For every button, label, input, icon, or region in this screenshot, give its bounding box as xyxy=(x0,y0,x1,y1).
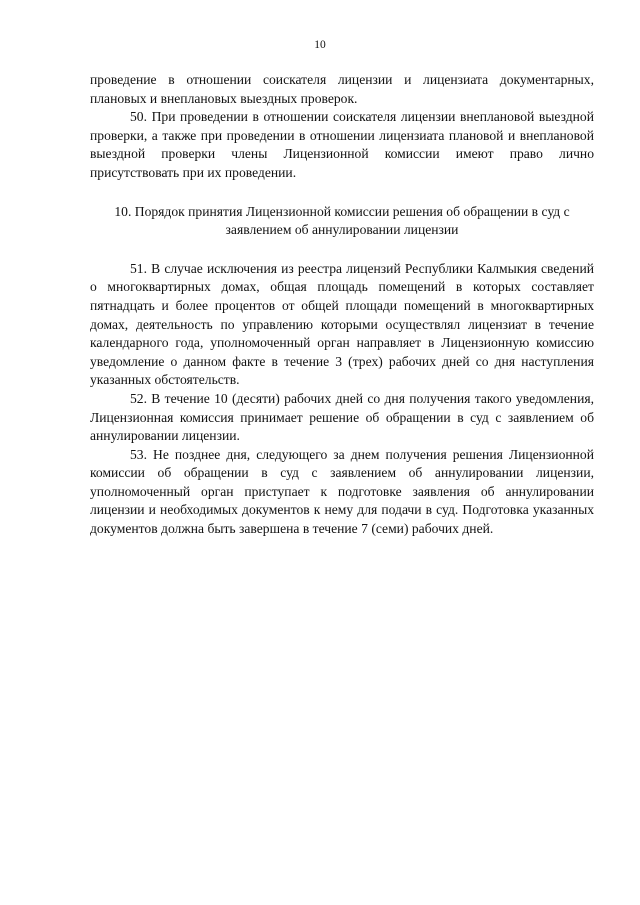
paragraph-53: 53. Не позднее дня, следующего за днем получения решения Лицензионной комиссии об обращении в суд с заявлением об аннулировании лицензии, уполномоченный орган приступает к подготовке заявления об аннулировании лицензии и необходимых документов к нему для подачи в суд. Подготовка указанных документов должна быть завершена в течение 7 (семи) рабочих дней. xyxy=(90,446,594,537)
paragraph-51: 51. В случае исключения из реестра лицензий Республики Калмыкия сведений о многоквартирных домах, общая площадь помещений в которых составляет пятнадцать и более процентов от общей площади помещений в многоквартирных домах, деятельность по управлению которыми осуществлял лицензиат в течение календарного года, уполномоченный орган направляет в Лицензионную комиссию уведомление о данном факте в течение 3 (трех) рабочих дней со дня наступления указанных обстоятельств. xyxy=(90,260,594,388)
paragraph-50: 50. При проведении в отношении соискателя лицензии внеплановой выездной проверки, а также при проведении в отношении лицензиата плановой и внеплановой выездной проверки члены Лицензионной комиссии имеют право лично присутствовать при их проведении. xyxy=(90,109,594,180)
paragraph-52: 52. В течение 10 (десяти) рабочих дней со дня получения такого уведомления, Лицензионная комиссия принимает решение об обращении в суд с заявлением об аннулировании лицензии. xyxy=(90,390,594,444)
page-number: 10 xyxy=(314,39,326,51)
document-body xyxy=(90,71,594,539)
section-heading: 10. Порядок принятия Лицензионной комиссии решения об обращении в суд с заявлением об аннулировании лицензии xyxy=(114,203,570,238)
paragraph-continuation: проведение в отношении соискателя лицензии и лицензиата документарных, плановых и внеплановых выездных проверок. xyxy=(90,72,594,106)
